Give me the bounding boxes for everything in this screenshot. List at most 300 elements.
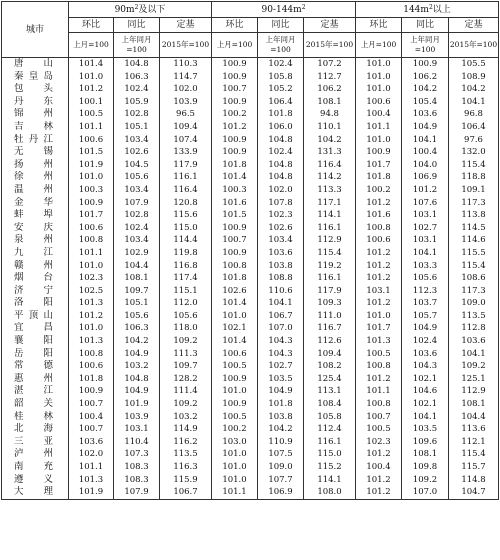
index-value-cell: 103.3 (402, 260, 449, 273)
index-value-cell: 109.7 (114, 285, 160, 298)
index-value-cell: 104.6 (402, 385, 449, 398)
index-value-cell: 116.2 (160, 436, 212, 449)
city-name-cell: 常德 (2, 360, 69, 373)
index-value-cell: 101.8 (356, 171, 402, 184)
index-value-cell: 103.4 (114, 134, 160, 147)
table-row (2, 486, 499, 499)
index-value-cell: 107.7 (258, 474, 304, 487)
table-row (2, 171, 499, 184)
index-value-cell: 117.1 (304, 197, 356, 210)
index-value-cell: 102.3 (69, 272, 114, 285)
index-value-cell: 106.0 (258, 121, 304, 134)
index-value-cell: 108.1 (114, 272, 160, 285)
index-value-cell: 117.4 (160, 272, 212, 285)
index-value-cell: 102.5 (69, 285, 114, 298)
index-value-cell: 102.4 (114, 222, 160, 235)
table-row (2, 398, 499, 411)
index-value-cell: 101.4 (212, 171, 258, 184)
index-value-cell: 106.7 (258, 310, 304, 323)
index-value-cell: 107.9 (114, 486, 160, 499)
table-row (2, 121, 499, 134)
index-value-cell: 112.4 (304, 423, 356, 436)
index-value-cell: 100.9 (212, 134, 258, 147)
index-value-cell: 107.9 (114, 197, 160, 210)
price-index-table-wrapper (1, 1, 498, 557)
city-name-cell: 包头 (2, 83, 69, 96)
index-value-cell: 105.7 (402, 310, 449, 323)
table-row (2, 411, 499, 424)
index-value-cell: 104.5 (114, 159, 160, 172)
index-value-cell: 101.0 (356, 58, 402, 71)
index-value-cell: 110.1 (304, 121, 356, 134)
city-column-header: 城市 (2, 2, 69, 58)
index-value-cell: 100.4 (356, 461, 402, 474)
index-value-cell: 132.0 (449, 146, 499, 159)
index-value-cell: 113.3 (304, 184, 356, 197)
index-value-cell: 101.8 (212, 159, 258, 172)
index-value-cell: 103.4 (114, 184, 160, 197)
index-value-cell: 110.3 (160, 58, 212, 71)
index-value-cell: 106.9 (258, 486, 304, 499)
index-value-cell: 118.8 (449, 171, 499, 184)
index-value-cell: 103.1 (402, 234, 449, 247)
index-value-cell: 106.7 (160, 486, 212, 499)
index-value-cell: 105.4 (402, 96, 449, 109)
index-value-cell: 104.4 (114, 260, 160, 273)
index-value-cell: 101.3 (69, 474, 114, 487)
index-value-cell: 104.3 (258, 335, 304, 348)
index-value-cell: 101.9 (69, 486, 114, 499)
index-value-cell: 104.9 (114, 385, 160, 398)
index-value-cell: 103.8 (258, 411, 304, 424)
index-value-cell: 100.8 (356, 222, 402, 235)
table-row (2, 461, 499, 474)
metric-header-mom: 环比 (356, 18, 402, 33)
index-value-cell: 100.7 (212, 83, 258, 96)
index-value-cell: 101.2 (356, 247, 402, 260)
index-value-cell: 103.4 (114, 234, 160, 247)
index-value-cell: 101.0 (212, 310, 258, 323)
index-value-cell: 106.9 (402, 171, 449, 184)
index-value-cell: 110.9 (258, 436, 304, 449)
index-value-cell: 102.8 (114, 108, 160, 121)
city-name-cell: 丹东 (2, 96, 69, 109)
index-value-cell: 106.2 (402, 71, 449, 84)
index-value-cell: 115.4 (304, 247, 356, 260)
city-name-cell: 桂林 (2, 411, 69, 424)
index-value-cell: 100.3 (69, 184, 114, 197)
table-row (2, 71, 499, 84)
index-value-cell: 100.9 (212, 398, 258, 411)
index-value-cell: 100.9 (212, 222, 258, 235)
index-value-cell: 100.6 (212, 348, 258, 361)
index-value-cell: 101.2 (69, 310, 114, 323)
index-value-cell: 101.7 (356, 322, 402, 335)
index-value-cell: 102.4 (258, 146, 304, 159)
table-row (2, 58, 499, 71)
index-value-cell: 103.9 (160, 96, 212, 109)
index-value-cell: 100.7 (356, 411, 402, 424)
index-value-cell: 115.9 (160, 474, 212, 487)
city-name-cell: 北海 (2, 423, 69, 436)
index-value-cell: 113.5 (160, 448, 212, 461)
index-value-cell: 102.7 (402, 222, 449, 235)
index-value-cell: 101.2 (356, 260, 402, 273)
index-value-cell: 109.2 (402, 474, 449, 487)
index-value-cell: 102.4 (258, 58, 304, 71)
table-body (2, 58, 499, 500)
index-value-cell: 103.2 (114, 360, 160, 373)
index-value-cell: 107.0 (402, 486, 449, 499)
index-value-cell: 109.4 (304, 348, 356, 361)
city-name-cell: 洛阳 (2, 297, 69, 310)
index-value-cell: 105.9 (114, 96, 160, 109)
index-value-cell: 104.4 (449, 411, 499, 424)
index-value-cell: 115.6 (160, 209, 212, 222)
index-value-cell: 100.9 (212, 96, 258, 109)
index-value-cell: 117.9 (304, 285, 356, 298)
index-value-cell: 101.8 (69, 373, 114, 386)
index-value-cell: 115.0 (160, 222, 212, 235)
index-value-cell: 100.7 (212, 234, 258, 247)
index-value-cell: 101.1 (356, 385, 402, 398)
index-value-cell: 104.9 (258, 385, 304, 398)
index-value-cell: 104.1 (258, 297, 304, 310)
index-value-cell: 102.6 (212, 285, 258, 298)
index-value-cell: 113.1 (304, 385, 356, 398)
index-value-cell: 108.4 (304, 398, 356, 411)
index-value-cell: 118.0 (160, 322, 212, 335)
index-value-cell: 109.2 (449, 360, 499, 373)
index-value-cell: 102.0 (160, 83, 212, 96)
index-value-cell: 117.9 (160, 159, 212, 172)
index-value-cell: 101.0 (356, 134, 402, 147)
table-row (2, 260, 499, 273)
index-value-cell: 108.0 (304, 486, 356, 499)
base-header-same-month-last-year: 上年同月=100 (114, 33, 160, 58)
index-value-cell: 101.6 (212, 197, 258, 210)
index-value-cell: 100.9 (212, 71, 258, 84)
index-value-cell: 112.7 (304, 71, 356, 84)
index-value-cell: 100.9 (212, 247, 258, 260)
index-value-cell: 101.0 (212, 385, 258, 398)
city-name-cell: 三亚 (2, 436, 69, 449)
index-value-cell: 105.1 (114, 297, 160, 310)
index-value-cell: 104.3 (258, 348, 304, 361)
index-value-cell: 128.2 (160, 373, 212, 386)
index-value-cell: 107.2 (304, 58, 356, 71)
index-value-cell: 108.9 (449, 71, 499, 84)
index-value-cell: 109.3 (304, 297, 356, 310)
group-header-144-and-above: $144m^2$以上 (356, 2, 499, 18)
table-row (2, 360, 499, 373)
table-row (2, 222, 499, 235)
city-name-cell: 大理 (2, 486, 69, 499)
index-value-cell: 105.1 (114, 121, 160, 134)
index-value-cell: 101.0 (212, 474, 258, 487)
table-row (2, 83, 499, 96)
index-value-cell: 112.6 (304, 335, 356, 348)
table-row (2, 310, 499, 323)
index-value-cell: 105.6 (160, 310, 212, 323)
index-value-cell: 106.4 (258, 96, 304, 109)
index-value-cell: 117.3 (449, 285, 499, 298)
table-row (2, 474, 499, 487)
base-header-2015: 2015年=100 (304, 33, 356, 58)
metric-header-mom: 环比 (212, 18, 258, 33)
index-value-cell: 103.5 (402, 423, 449, 436)
index-value-cell: 101.7 (356, 159, 402, 172)
index-value-cell: 100.2 (212, 423, 258, 436)
index-value-cell: 116.3 (160, 461, 212, 474)
index-value-cell: 104.8 (258, 171, 304, 184)
table-row (2, 134, 499, 147)
index-value-cell: 104.8 (114, 373, 160, 386)
index-value-cell: 101.2 (356, 448, 402, 461)
index-value-cell: 101.2 (212, 121, 258, 134)
city-name-cell: 安庆 (2, 222, 69, 235)
index-value-cell: 107.8 (258, 197, 304, 210)
base-header-last-month: 上月=100 (212, 33, 258, 58)
index-value-cell: 105.6 (114, 171, 160, 184)
city-name-cell: 秦皇岛 (2, 71, 69, 84)
index-value-cell: 108.3 (114, 474, 160, 487)
index-value-cell: 115.4 (449, 260, 499, 273)
index-value-cell: 116.8 (160, 260, 212, 273)
index-value-cell: 101.5 (69, 146, 114, 159)
index-value-cell: 104.2 (402, 83, 449, 96)
index-value-cell: 114.9 (160, 423, 212, 436)
index-value-cell: 106.4 (449, 121, 499, 134)
index-value-cell: 100.8 (69, 348, 114, 361)
index-value-cell: 101.8 (258, 398, 304, 411)
index-value-cell: 104.1 (402, 411, 449, 424)
index-value-cell: 101.8 (258, 108, 304, 121)
index-value-cell: 112.9 (304, 234, 356, 247)
index-value-cell: 108.2 (304, 360, 356, 373)
table-row (2, 108, 499, 121)
index-value-cell: 100.4 (356, 108, 402, 121)
index-value-cell: 101.3 (69, 297, 114, 310)
index-value-cell: 100.3 (212, 184, 258, 197)
index-value-cell: 104.8 (114, 58, 160, 71)
index-value-cell: 109.2 (160, 398, 212, 411)
city-name-cell: 无锡 (2, 146, 69, 159)
index-value-cell: 100.8 (356, 398, 402, 411)
index-value-cell: 102.6 (114, 146, 160, 159)
index-value-cell: 133.9 (160, 146, 212, 159)
index-value-cell: 109.0 (258, 461, 304, 474)
index-value-cell: 120.8 (160, 197, 212, 210)
index-value-cell: 125.1 (449, 373, 499, 386)
index-value-cell: 100.4 (402, 146, 449, 159)
index-value-cell: 101.6 (356, 209, 402, 222)
table-row (2, 448, 499, 461)
index-value-cell: 94.8 (304, 108, 356, 121)
index-value-cell: 100.5 (212, 411, 258, 424)
table-row (2, 272, 499, 285)
city-name-cell: 韶关 (2, 398, 69, 411)
table-row (2, 234, 499, 247)
index-value-cell: 119.8 (160, 247, 212, 260)
metric-header-yoy: 同比 (258, 18, 304, 33)
index-value-cell: 103.1 (356, 285, 402, 298)
table-row (2, 348, 499, 361)
index-value-cell: 115.4 (449, 448, 499, 461)
index-value-cell: 104.8 (258, 159, 304, 172)
index-value-cell: 103.1 (402, 209, 449, 222)
index-value-cell: 100.2 (356, 184, 402, 197)
city-name-cell: 牡丹江 (2, 134, 69, 147)
index-value-cell: 116.1 (160, 171, 212, 184)
city-name-cell: 蚌埠 (2, 209, 69, 222)
index-value-cell: 100.5 (69, 108, 114, 121)
city-name-cell: 唐山 (2, 58, 69, 71)
index-value-cell: 108.1 (449, 398, 499, 411)
index-value-cell: 114.5 (449, 222, 499, 235)
index-value-cell: 104.1 (402, 247, 449, 260)
index-value-cell: 109.1 (449, 184, 499, 197)
index-value-cell: 102.9 (114, 247, 160, 260)
index-value-cell: 103.2 (160, 411, 212, 424)
index-value-cell: 101.0 (69, 71, 114, 84)
index-value-cell: 106.3 (114, 322, 160, 335)
city-name-cell: 泉州 (2, 234, 69, 247)
table-row (2, 436, 499, 449)
index-value-cell: 101.1 (69, 247, 114, 260)
index-value-cell: 100.5 (212, 360, 258, 373)
index-value-cell: 110.4 (114, 436, 160, 449)
index-value-cell: 97.6 (449, 134, 499, 147)
index-value-cell: 101.2 (356, 197, 402, 210)
index-value-cell: 104.9 (402, 322, 449, 335)
index-value-cell: 101.2 (356, 373, 402, 386)
city-name-cell: 襄阳 (2, 335, 69, 348)
index-value-cell: 101.8 (212, 272, 258, 285)
index-value-cell: 103.6 (258, 247, 304, 260)
city-name-cell: 南充 (2, 461, 69, 474)
index-value-cell: 116.1 (304, 222, 356, 235)
index-value-cell: 101.1 (356, 121, 402, 134)
index-value-cell: 101.0 (356, 310, 402, 323)
index-value-cell: 101.1 (212, 486, 258, 499)
index-value-cell: 116.1 (304, 272, 356, 285)
index-value-cell: 113.5 (449, 310, 499, 323)
index-value-cell: 100.6 (356, 96, 402, 109)
index-value-cell: 101.0 (356, 83, 402, 96)
index-value-cell: 116.4 (160, 184, 212, 197)
index-value-cell: 114.1 (304, 209, 356, 222)
index-value-cell: 100.9 (69, 385, 114, 398)
city-name-cell: 锦州 (2, 108, 69, 121)
city-name-cell: 湛江 (2, 385, 69, 398)
index-value-cell: 102.1 (212, 322, 258, 335)
index-value-cell: 110.6 (258, 285, 304, 298)
table-row (2, 285, 499, 298)
metric-header-mom: 环比 (69, 18, 114, 33)
index-value-cell: 96.5 (160, 108, 212, 121)
index-value-cell: 100.6 (69, 134, 114, 147)
index-value-cell: 104.2 (449, 83, 499, 96)
index-value-cell: 107.5 (258, 448, 304, 461)
index-value-cell: 100.9 (212, 58, 258, 71)
index-value-cell: 100.9 (402, 58, 449, 71)
index-value-cell: 112.0 (160, 297, 212, 310)
index-value-cell: 100.7 (69, 423, 114, 436)
city-name-cell: 平顶山 (2, 310, 69, 323)
index-value-cell: 109.6 (402, 436, 449, 449)
index-value-cell: 102.7 (258, 360, 304, 373)
index-value-cell: 109.0 (449, 297, 499, 310)
index-value-cell: 105.8 (258, 71, 304, 84)
index-value-cell: 102.4 (402, 335, 449, 348)
index-value-cell: 104.0 (402, 159, 449, 172)
index-value-cell: 115.4 (449, 159, 499, 172)
index-value-cell: 101.0 (212, 448, 258, 461)
group-header-90-and-below: $90m^2$及以下 (69, 2, 212, 18)
index-value-cell: 102.3 (356, 436, 402, 449)
index-value-cell: 105.5 (449, 58, 499, 71)
index-value-cell: 101.0 (356, 71, 402, 84)
index-value-cell: 101.2 (356, 272, 402, 285)
table-row (2, 209, 499, 222)
index-value-cell: 106.3 (114, 71, 160, 84)
index-value-cell: 100.2 (212, 108, 258, 121)
index-value-cell: 100.8 (69, 234, 114, 247)
index-value-cell: 117.3 (449, 197, 499, 210)
index-value-cell: 108.8 (258, 272, 304, 285)
city-name-cell: 九江 (2, 247, 69, 260)
base-header-same-month-last-year: 上年同月=100 (258, 33, 304, 58)
city-name-cell: 徐州 (2, 171, 69, 184)
index-value-cell: 100.4 (69, 411, 114, 424)
index-value-cell: 101.0 (69, 260, 114, 273)
index-value-cell: 101.0 (69, 322, 114, 335)
base-header-2015: 2015年=100 (449, 33, 499, 58)
index-value-cell: 101.2 (356, 474, 402, 487)
index-value-cell: 112.3 (402, 285, 449, 298)
index-value-cell: 104.3 (402, 360, 449, 373)
index-value-cell: 102.3 (258, 209, 304, 222)
index-value-cell: 103.9 (114, 411, 160, 424)
index-value-cell: 100.7 (69, 398, 114, 411)
index-value-cell: 101.9 (114, 398, 160, 411)
index-value-cell: 104.1 (402, 134, 449, 147)
index-value-cell: 116.4 (304, 159, 356, 172)
index-value-cell: 101.9 (69, 159, 114, 172)
city-name-cell: 惠州 (2, 373, 69, 386)
index-value-cell: 102.0 (69, 448, 114, 461)
index-value-cell: 101.4 (212, 297, 258, 310)
index-value-cell: 101.4 (69, 58, 114, 71)
index-value-cell: 101.4 (212, 335, 258, 348)
city-name-cell: 温州 (2, 184, 69, 197)
index-value-cell: 103.7 (402, 297, 449, 310)
index-value-cell: 114.4 (160, 234, 212, 247)
index-value-cell: 100.6 (69, 360, 114, 373)
index-value-cell: 101.0 (212, 461, 258, 474)
index-value-cell: 100.1 (69, 96, 114, 109)
index-value-cell: 102.4 (114, 83, 160, 96)
index-value-cell: 113.6 (449, 423, 499, 436)
index-value-cell: 103.5 (258, 373, 304, 386)
base-header-last-month: 上月=100 (356, 33, 402, 58)
index-value-cell: 100.6 (69, 222, 114, 235)
index-value-cell: 109.4 (160, 121, 212, 134)
index-value-cell: 104.2 (258, 423, 304, 436)
base-header-same-month-last-year: 上年同月=100 (402, 33, 449, 58)
index-value-cell: 103.8 (258, 260, 304, 273)
